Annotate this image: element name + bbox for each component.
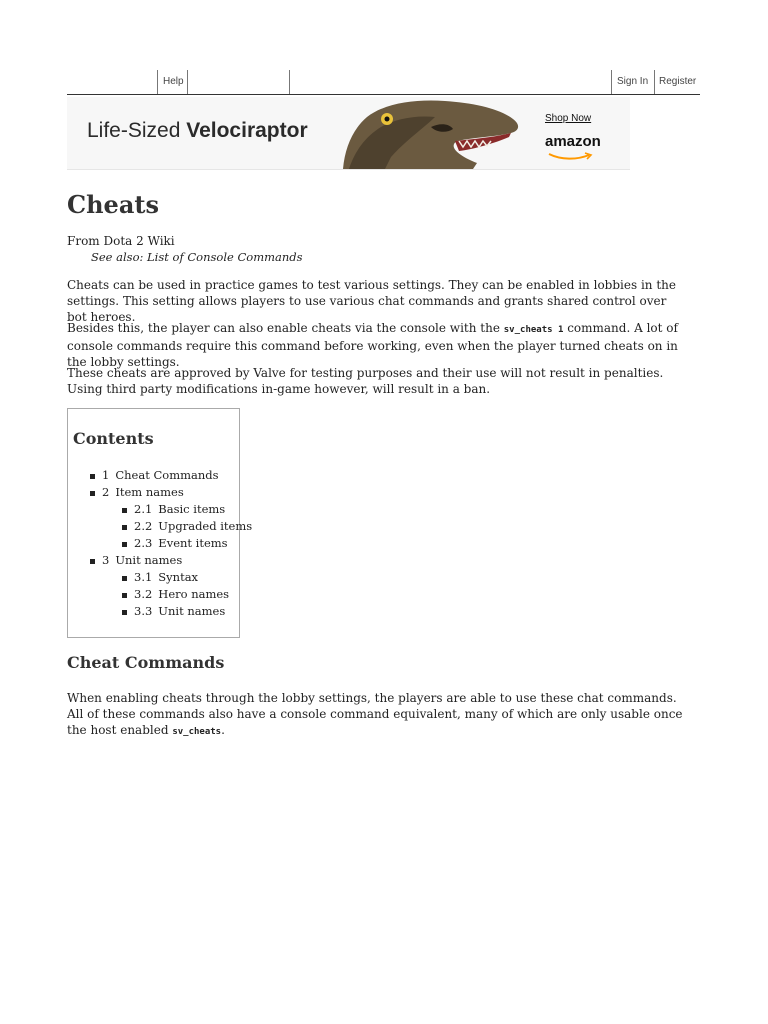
ad-headline [87,119,308,143]
amazon-logo: amazon [545,133,601,150]
toc-item[interactable]: 1 Cheat Commands [68,467,252,484]
sv-cheats-code: sv_cheats [172,727,222,737]
toc-title: Contents [73,429,154,448]
help-link[interactable]: Help [163,76,184,87]
toc-item[interactable]: 2.3 Event items [68,535,252,552]
register-link[interactable]: Register [659,76,697,87]
p2-text-a: Besides this, the player can also enable cheats via the console with the [67,321,504,335]
nav-divider [187,70,188,94]
nav-divider [611,70,612,94]
from-wiki: From Dota 2 Wiki [67,234,175,248]
toc-list [68,467,252,620]
paragraph-console [67,320,687,370]
ad-banner[interactable] [67,97,630,170]
p4-text-b: . [221,723,225,737]
shop-now-link[interactable]: Shop Now [545,113,592,124]
see-also-link[interactable]: List of Console Commands [147,250,303,264]
amazon-smile-icon [547,152,595,160]
top-nav [67,70,700,95]
page-title: Cheats [67,190,159,219]
section-heading-cheat-commands: Cheat Commands [67,653,225,672]
nav-divider [157,70,158,94]
ad-product: Velociraptor [186,119,308,142]
toc-item[interactable]: 2.1 Basic items [68,501,252,518]
p2-text-b: command. A lot of console commands require this command before working, even when the player turned cheats on in the lobby settings. [67,321,678,369]
see-also [91,250,303,264]
toc-item[interactable]: 3.2 Hero names [68,586,252,603]
sign-in-link[interactable]: Sign In [617,76,649,87]
p4-text-a: When enabling cheats through the lobby settings, the players are able to use these chat commands. All of these commands also have a console command equivalent, many of which are only usable once the host enabled [67,691,683,737]
toc-item[interactable]: 2.2 Upgraded items [68,518,252,535]
sv-cheats-1-code: sv_cheats 1 [503,325,564,335]
ad-prefix: Life-Sized [87,119,181,142]
toc-item[interactable]: 3.1 Syntax [68,569,252,586]
velociraptor-image [335,97,530,169]
toc-item[interactable]: 3 Unit names [68,552,252,569]
toc-item[interactable]: 3.3 Unit names [68,603,252,620]
table-of-contents [67,408,253,638]
see-also-label: See also: [91,250,144,264]
nav-divider [654,70,655,94]
paragraph-approval: These cheats are approved by Valve for testing purposes and their use will not result in penalties. Using third party modifications in-game however, will result in a ban. [67,366,664,396]
paragraph-commands [67,690,687,740]
nav-divider [289,70,290,94]
paragraph-intro: Cheats can be used in practice games to test various settings. They can be enabled in lobbies in the settings. This setting allows players to use various chat commands and grants shared control over bot heroes. [67,278,676,324]
toc-item[interactable]: 2 Item names [68,484,252,501]
